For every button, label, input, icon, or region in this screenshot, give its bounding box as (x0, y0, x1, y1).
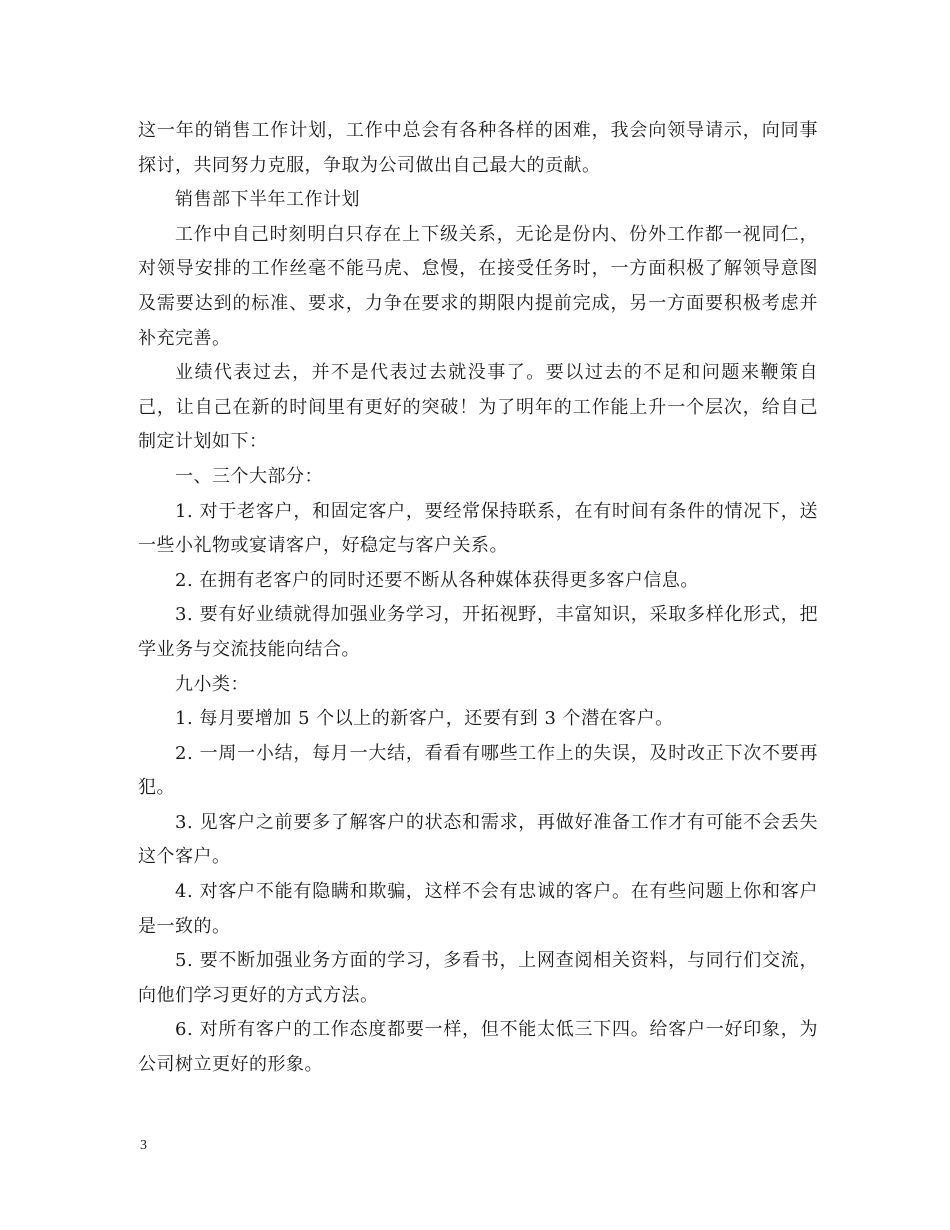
list-item: 4. 对客户不能有隐瞒和欺骗，这样不会有忠诚的客户。在有些问题上你和客户是一致的。 (138, 881, 818, 937)
list-item: 1. 对于老客户，和固定客户，要经常保持联系，在有时间有条件的情况下，送一些小礼物或宴请客户，好稳定与客户关系。 (138, 500, 818, 557)
document-body (138, 114, 818, 1083)
list-item: 5. 要不断加强业务方面的学习，多看书，上网查阅相关资料，与同行们交流，向他们学习更好的方式方法。 (138, 950, 818, 1006)
list-item: 2. 在拥有老客户的同时还要不断从各种媒体获得更多客户信息。 (175, 569, 699, 591)
paragraph: 业绩代表过去，并不是代表过去就没事了。要以过去的不足和问题来鞭策自己，让自己在新的时间里有更好的突破！为了明年的工作能上升一个层次，给自己制定计划如下： (138, 362, 818, 453)
list-heading: 一、三个大部分： (175, 465, 323, 487)
list-heading: 九小类： (175, 673, 249, 695)
paragraph: 工作中自己时刻明白只存在上下级关系，无论是份内、份外工作都一视同仁，对领导安排的工作丝毫不能马虎、怠慢，在接受任务时，一方面积极了解领导意图及需要达到的标准、要求，力争在要求的期限内提前完成，另一方面要积极考虑并补充完善。 (138, 223, 818, 349)
list-item: 3. 要有好业绩就得加强业务学习，开拓视野，丰富知识，采取多样化形式，把学业务与交流技能向结合。 (138, 604, 818, 660)
paragraph-continuation: 这一年的销售工作计划，工作中总会有各种各样的困难，我会向领导请示，向同事探讨，共同努力克服，争取为公司做出自己最大的贡献。 (138, 120, 818, 176)
list-item: 3. 见客户之前要多了解客户的状态和需求，再做好准备工作才有可能不会丢失这个客户。 (138, 811, 818, 868)
list-item: 6. 对所有客户的工作态度都要一样，但不能太低三下四。给客户一好印象，为公司树立更好的形象。 (138, 1019, 818, 1076)
list-item: 2. 一周一小结，每月一大结，看看有哪些工作上的失误，及时改正下次不要再犯。 (138, 742, 818, 799)
section-heading: 销售部下半年工作计划 (175, 189, 360, 211)
list-item: 1. 每月要增加 5 个以上的新客户，还要有到 3 个潜在客户。 (175, 708, 674, 730)
page-number: 3 (140, 1138, 147, 1153)
